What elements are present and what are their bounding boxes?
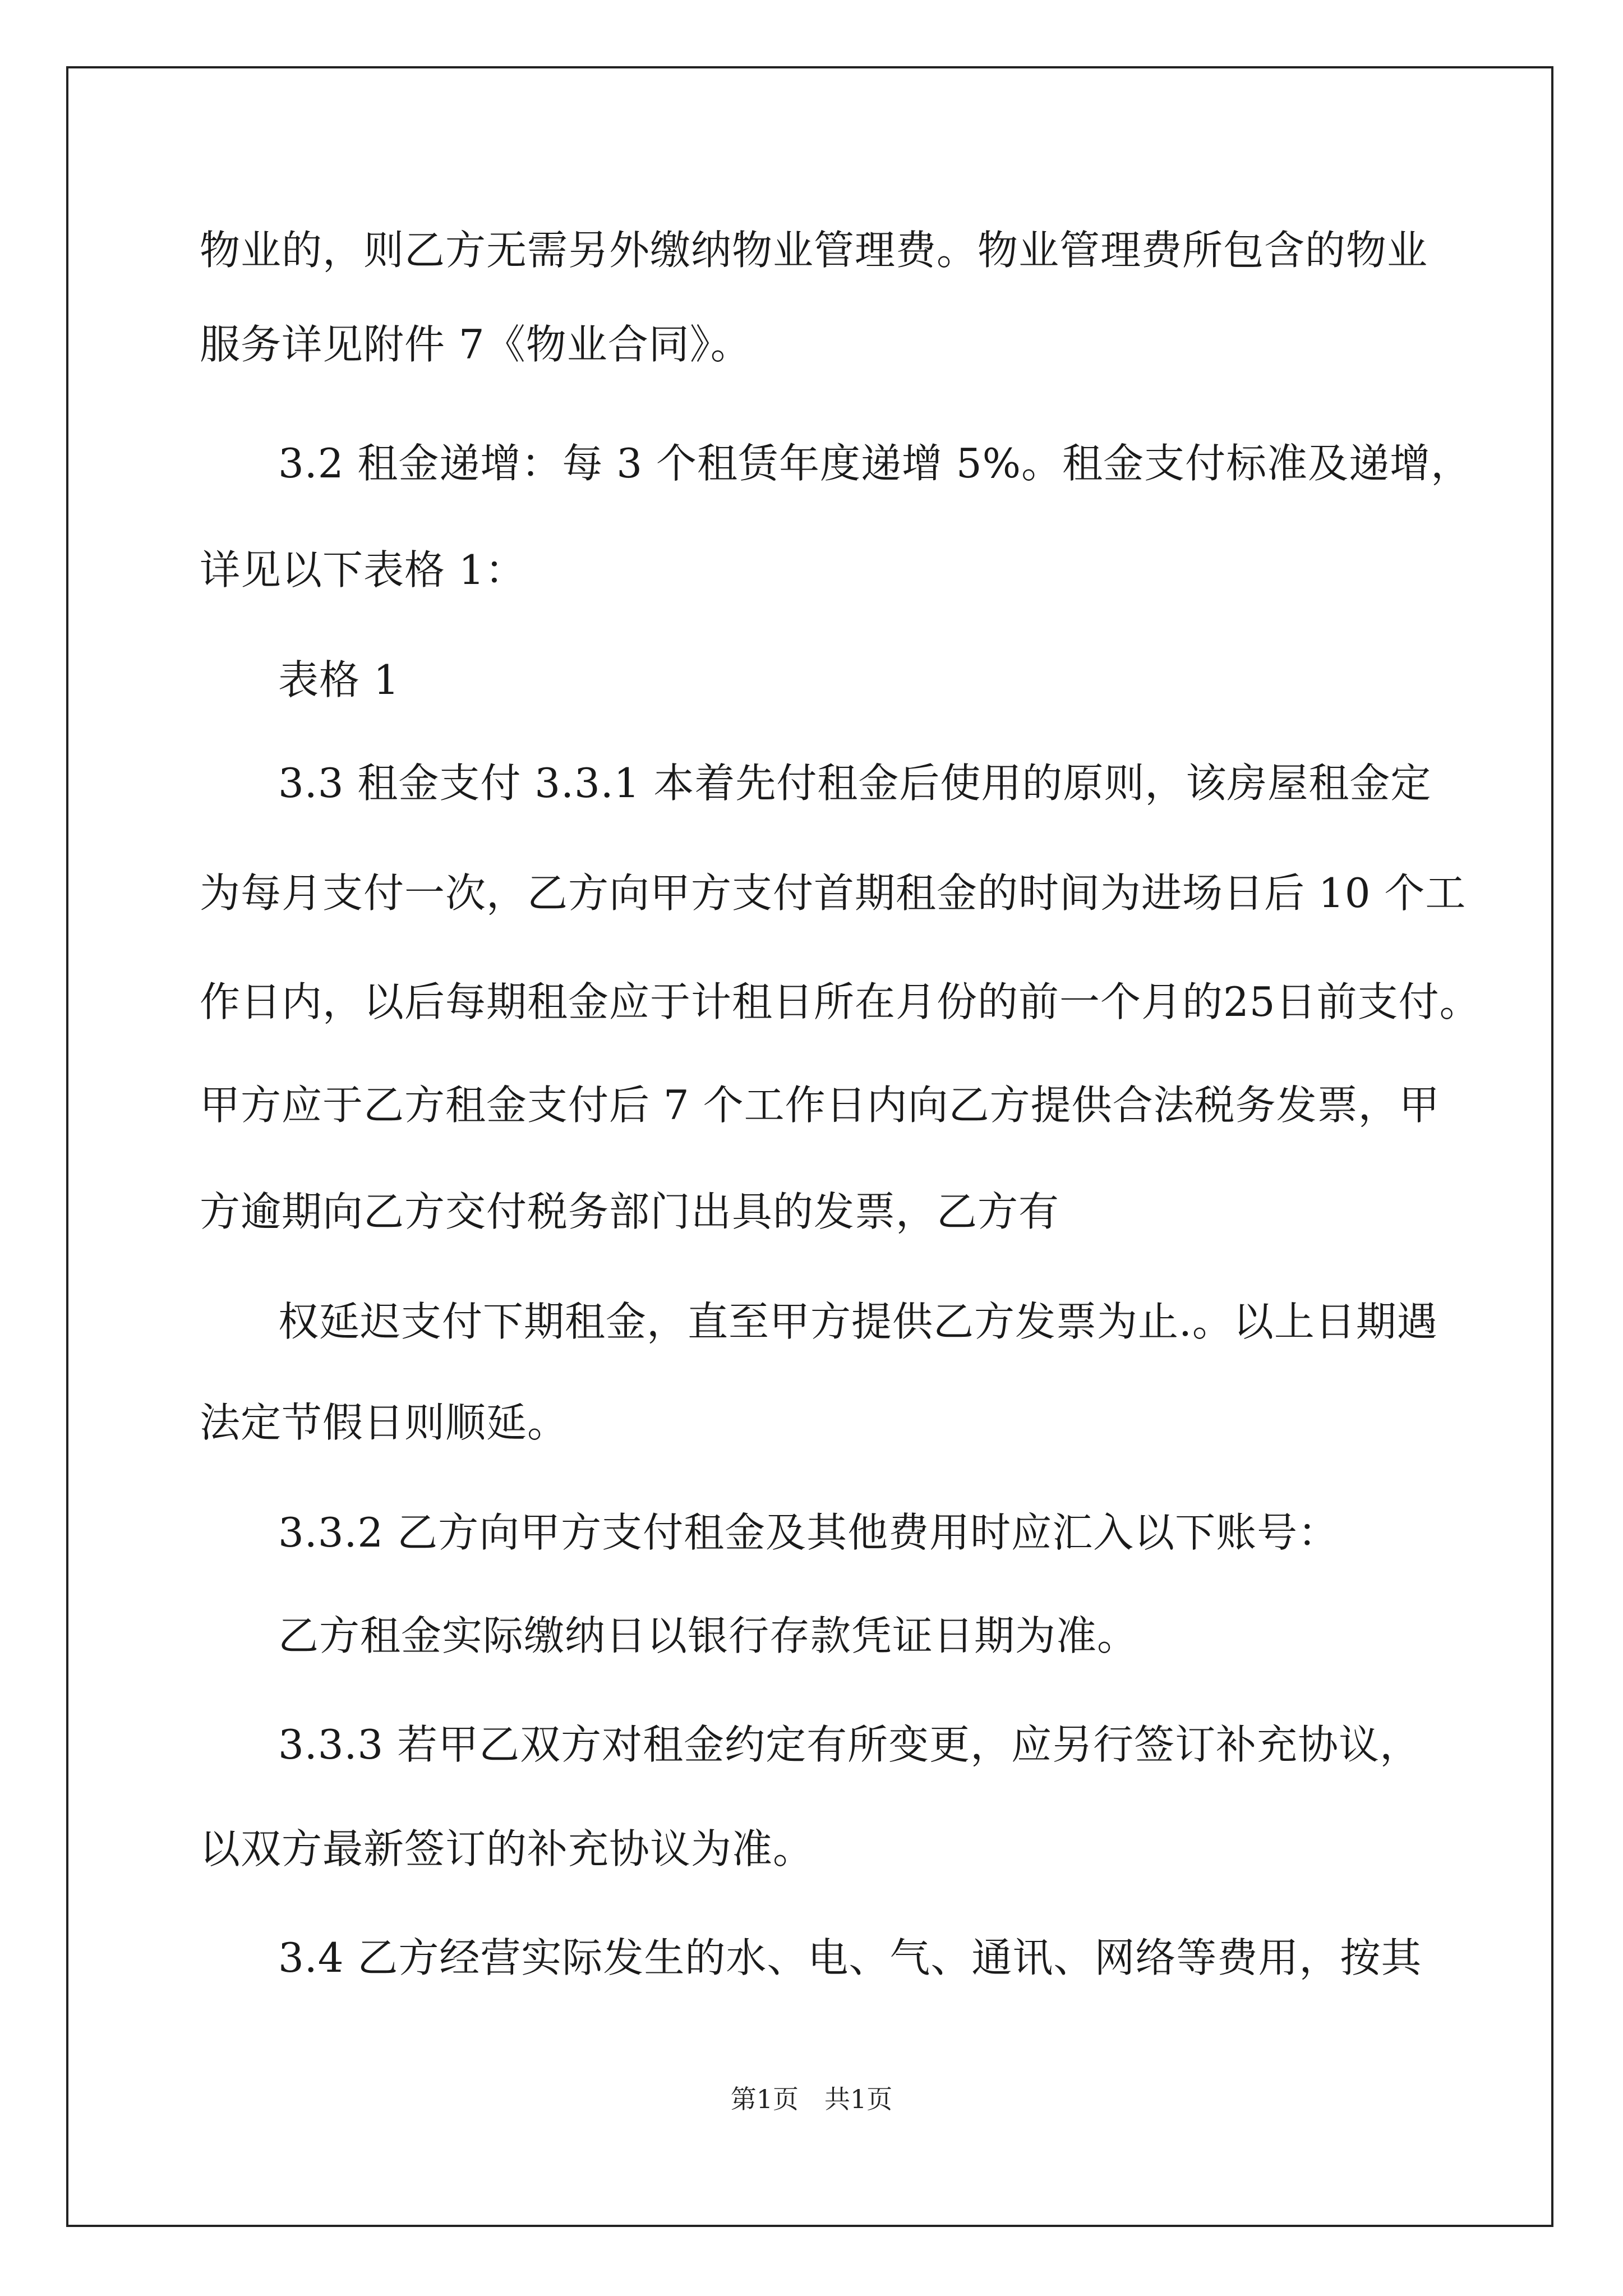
text-line-17: 3.4 乙方经营实际发生的水、电、气、通讯、网络等费用，按其 (278, 1934, 1422, 1981)
text-line-12: 法定节假日则顺延。 (200, 1399, 569, 1446)
text-line-4: 详见以下表格 1： (200, 546, 526, 593)
text-line-11: 权延迟支付下期租金，直至甲方提供乙方发票为止.。以上日期遇 (278, 1298, 1438, 1345)
text-line-8: 作日内，以后每期租金应于计租日所在月份的前一个月的25日前支付。 (200, 978, 1481, 1025)
text-line-6: 3.3 租金支付 3.3.1 本着先付租金后使用的原则，该房屋租金定 (278, 760, 1432, 807)
text-line-9: 甲方应于乙方租金支付后 7 个工作日内向乙方提供合法税务发票，甲 (200, 1082, 1440, 1129)
text-line-3: 3.2 租金递增：每 3 个租赁年度递增 5%。租金支付标准及递增， (278, 440, 1472, 487)
page-border (66, 66, 1553, 2227)
text-line-1: 物业的，则乙方无需另外缴纳物业管理费。物业管理费所包含的物业 (200, 227, 1428, 274)
text-line-15: 3.3.3 若甲乙双方对租金约定有所变更，应另行签订补充协议， (278, 1721, 1421, 1768)
text-line-10: 方逾期向乙方交付税务部门出具的发票，乙方有 (200, 1188, 1060, 1235)
text-line-14: 乙方租金实际缴纳日以银行存款凭证日期为准。 (278, 1612, 1138, 1659)
text-line-7: 为每月支付一次，乙方向甲方支付首期租金的时间为进场日后 10 个工 (200, 869, 1467, 917)
text-line-2: 服务详见附件 7《物业合同》。 (200, 321, 751, 368)
text-line-5: 表格 1 (278, 656, 400, 703)
text-line-13: 3.3.2 乙方向甲方支付租金及其他费用时应汇入以下账号： (278, 1509, 1339, 1556)
text-line-16: 以双方最新签订的补充协议为准。 (200, 1825, 814, 1872)
page-number-footer: 第1页 共1页 (730, 2084, 893, 2114)
